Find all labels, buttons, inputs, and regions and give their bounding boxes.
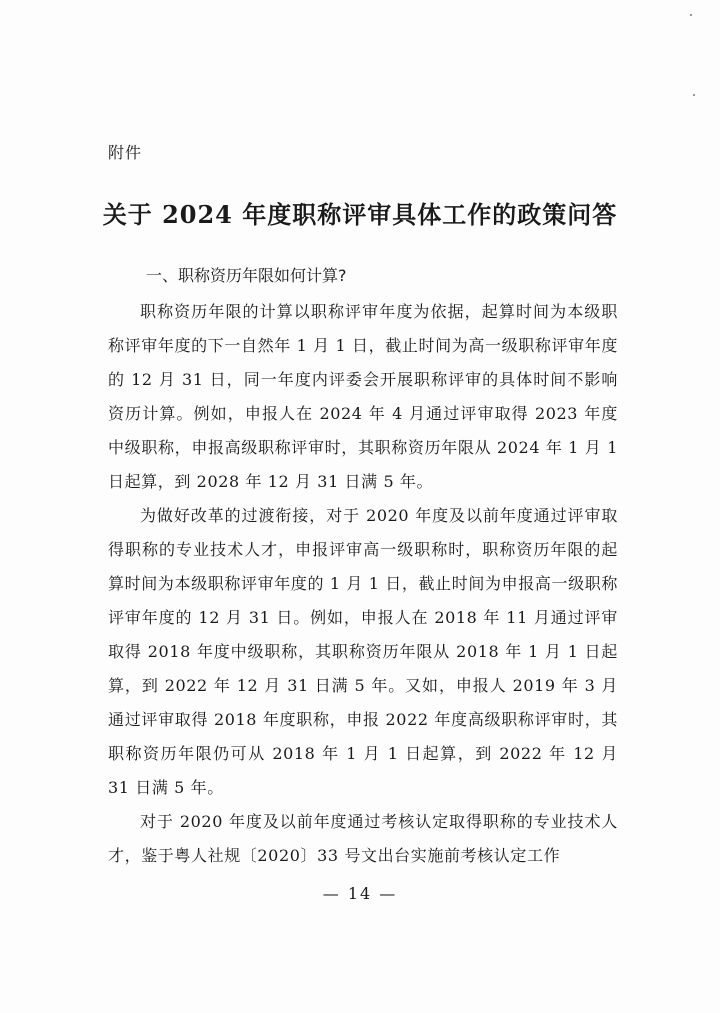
attachment-label: 附件	[108, 143, 143, 162]
paragraph-3: 对于 2020 年度及以前年度通过考核认定取得职称的专业技术人才，鉴于粤人社规〔2020〕33 号文出台实施前考核认定工作	[108, 812, 618, 865]
paragraph-2: 为做好改革的过渡衔接，对于 2020 年度及以前年度通过评审取得职称的专业技术人才，申报评审高一级职称时，职称资历年限的起算时间为本级职称评审年度的 1 月 1 日，截止时间为申报高一级职称评审年度的 12 月 31 日。例如，申报人在 2018 年 11 月通过评审取得 2018 年度中级职称，其职称资历年限从 2018 年 1 月 1 日起算，到 2022 年 12 月 31 日满 5 年。又如，申报人 2019 年 3 月通过评审取得 2018 年度职称，申报 2022 年度高级职称评审时，其职称资历年限仍可从 2018 年 1 月 1 日起算，到 2022 年 12 月 31 日满 5 年。	[108, 506, 618, 797]
section-heading: 一、职称资历年限如何计算?	[146, 266, 347, 285]
page-number: — 14 —	[322, 884, 398, 903]
document-title: 关于 2024 年度职称评审具体工作的政策问答	[102, 200, 618, 229]
scan-speck	[693, 94, 695, 96]
paragraph-1: 职称资历年限的计算以职称评审年度为依据，起算时间为本级职称评审年度的下一自然年 1 月 1 日，截止时间为高一级职称评审年度的 12 月 31 日，同一年度内评委会开展职称评审的具体时间不影响资历计算。例如，申报人在 2024 年 4 月通过评审取得 2023 年度中级职称，申报高级职称评审时，其职称资历年限从 2024 年 1 月 1 日起算，到 2028 年 12 月 31 日满 5 年。	[108, 302, 618, 491]
scan-speck	[690, 14, 692, 16]
body-text	[108, 295, 618, 873]
